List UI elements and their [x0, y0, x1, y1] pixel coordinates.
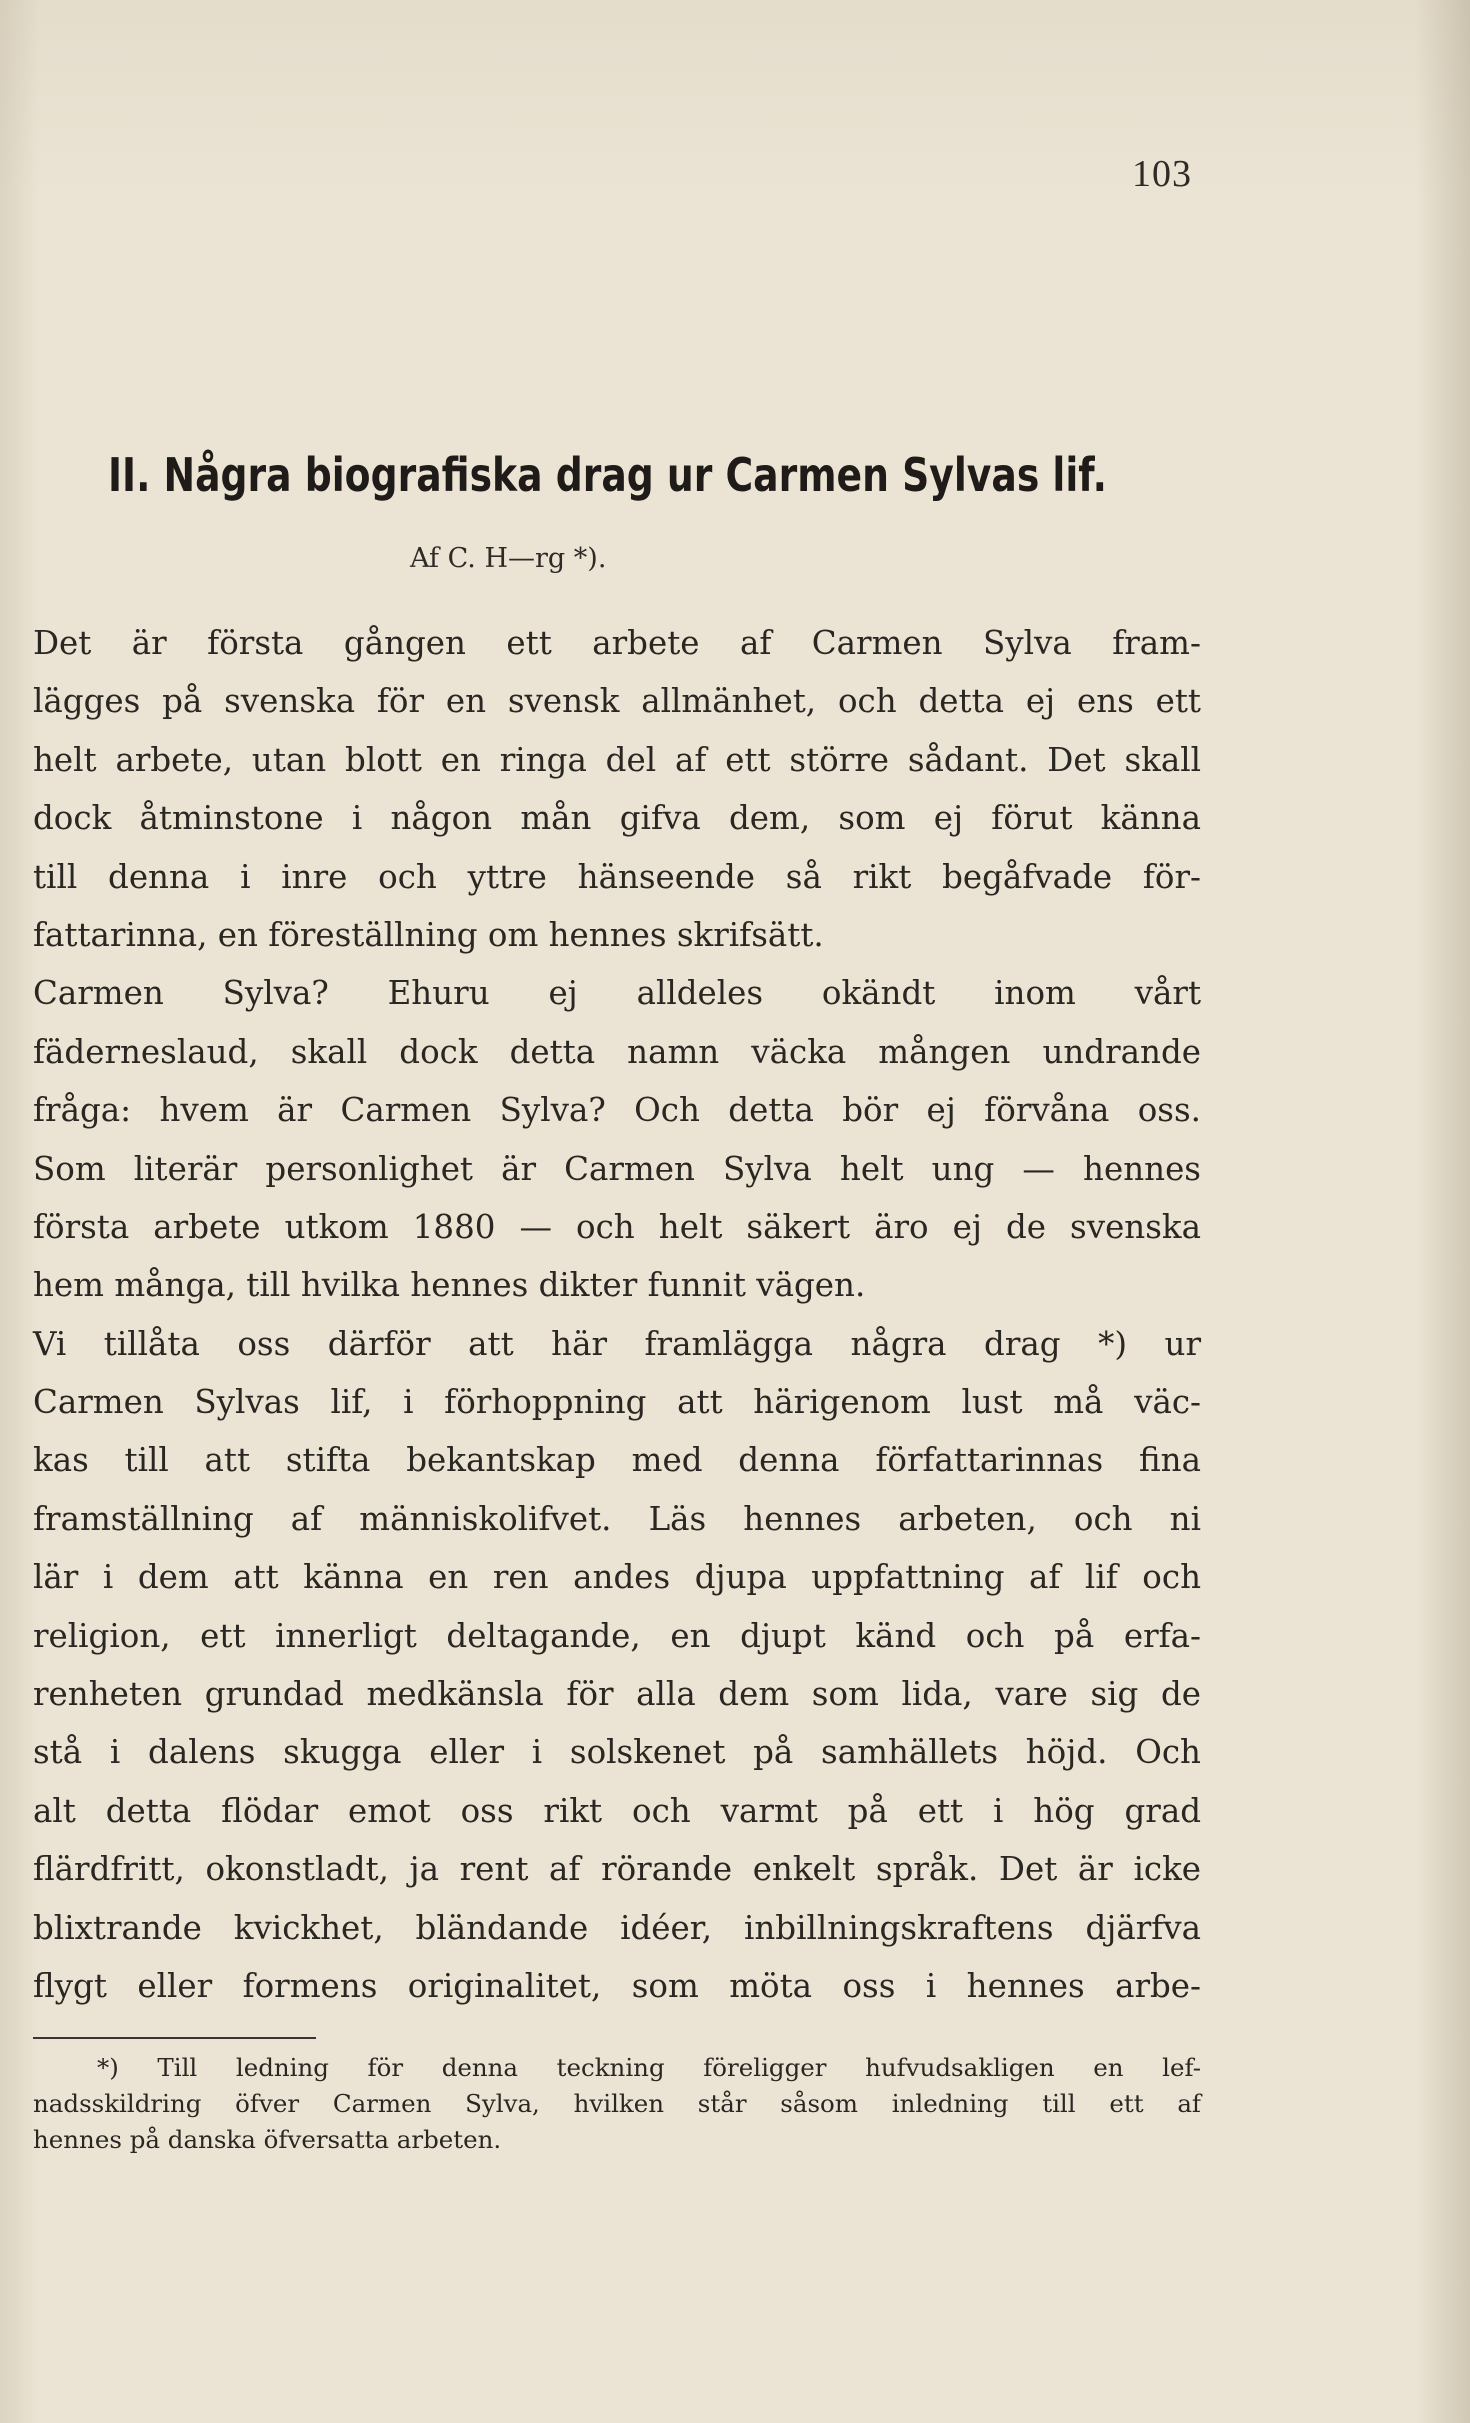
footnote-rule	[33, 2037, 316, 2039]
text-line: renheten grundad medkänsla för alla dem som lida, vare sig de	[33, 1675, 1201, 1714]
footnote-line: nadsskildring öfver Carmen Sylva, hvilken står såsom inledning till ett af	[33, 2089, 1201, 2118]
text-line: kas till att stifta bekantskap med denna författarinnas fina	[33, 1441, 1201, 1480]
text-line: till denna i inre och yttre hänseende så rikt begåfvade för-	[33, 857, 1201, 896]
text-line: fråga: hvem är Carmen Sylva? Och detta bör ej förvåna oss.	[33, 1091, 1201, 1130]
text-line: dock åtminstone i någon mån gifva dem, som ej förut känna	[33, 799, 1201, 838]
footnote-line: hennes på danska öfversatta arbeten.	[33, 2125, 502, 2154]
page-number: 103	[1132, 153, 1192, 195]
chapter-heading: II. Några biografiska drag ur Carmen Sylvas lif.	[108, 448, 1107, 502]
author-byline: Af C. H—rg *).	[410, 543, 607, 574]
text-line: fattarinna, en föreställning om hennes skrifsätt.	[33, 915, 824, 954]
text-line: flygt eller formens originalitet, som möta oss i hennes arbe-	[33, 1966, 1201, 2005]
text-line: framställning af människolifvet. Läs hennes arbeten, och ni	[33, 1499, 1201, 1538]
text-line: Carmen Sylva? Ehuru ej alldeles okändt inom vårt	[33, 974, 1201, 1013]
footnote	[33, 2050, 1201, 2158]
text-line: Vi tillåta oss därför att här framlägga några drag *) ur	[33, 1324, 1201, 1363]
text-line: Carmen Sylvas lif, i förhoppning att härigenom lust må väc-	[33, 1383, 1201, 1422]
text-line: Det är första gången ett arbete af Carmen Sylva fram-	[33, 624, 1201, 662]
text-line: fäderneslaud, skall dock detta namn väcka mången undrande	[33, 1032, 1201, 1071]
text-line: alt detta flödar emot oss rikt och varmt på ett i hög grad	[33, 1791, 1201, 1830]
text-line: Som literär personlighet är Carmen Sylva helt ung — hennes	[33, 1149, 1201, 1188]
text-line: helt arbete, utan blott en ringa del af ett större sådant. Det skall	[33, 740, 1201, 779]
text-line: religion, ett innerligt deltagande, en djupt känd och på erfa-	[33, 1616, 1201, 1655]
text-line: första arbete utkom 1880 — och helt säkert äro ej de svenska	[33, 1207, 1201, 1246]
text-line: lär i dem att känna en ren andes djupa uppfattning af lif och	[33, 1558, 1201, 1597]
text-line: stå i dalens skugga eller i solskenet på samhällets höjd. Och	[33, 1733, 1201, 1772]
footnote-line: *) Till ledning för denna teckning föreligger hufvudsakligen en lef-	[97, 2053, 1201, 2082]
body-text	[33, 614, 1201, 2015]
text-line: flärdfritt, okonstladt, ja rent af rörande enkelt språk. Det är icke	[33, 1850, 1201, 1889]
text-line: blixtrande kvickhet, bländande idéer, inbillningskraftens djärfva	[33, 1908, 1201, 1947]
text-line: lägges på svenska för en svensk allmänhet, och detta ej ens ett	[33, 682, 1201, 721]
text-line: hem många, till hvilka hennes dikter funnit vägen.	[33, 1266, 866, 1305]
